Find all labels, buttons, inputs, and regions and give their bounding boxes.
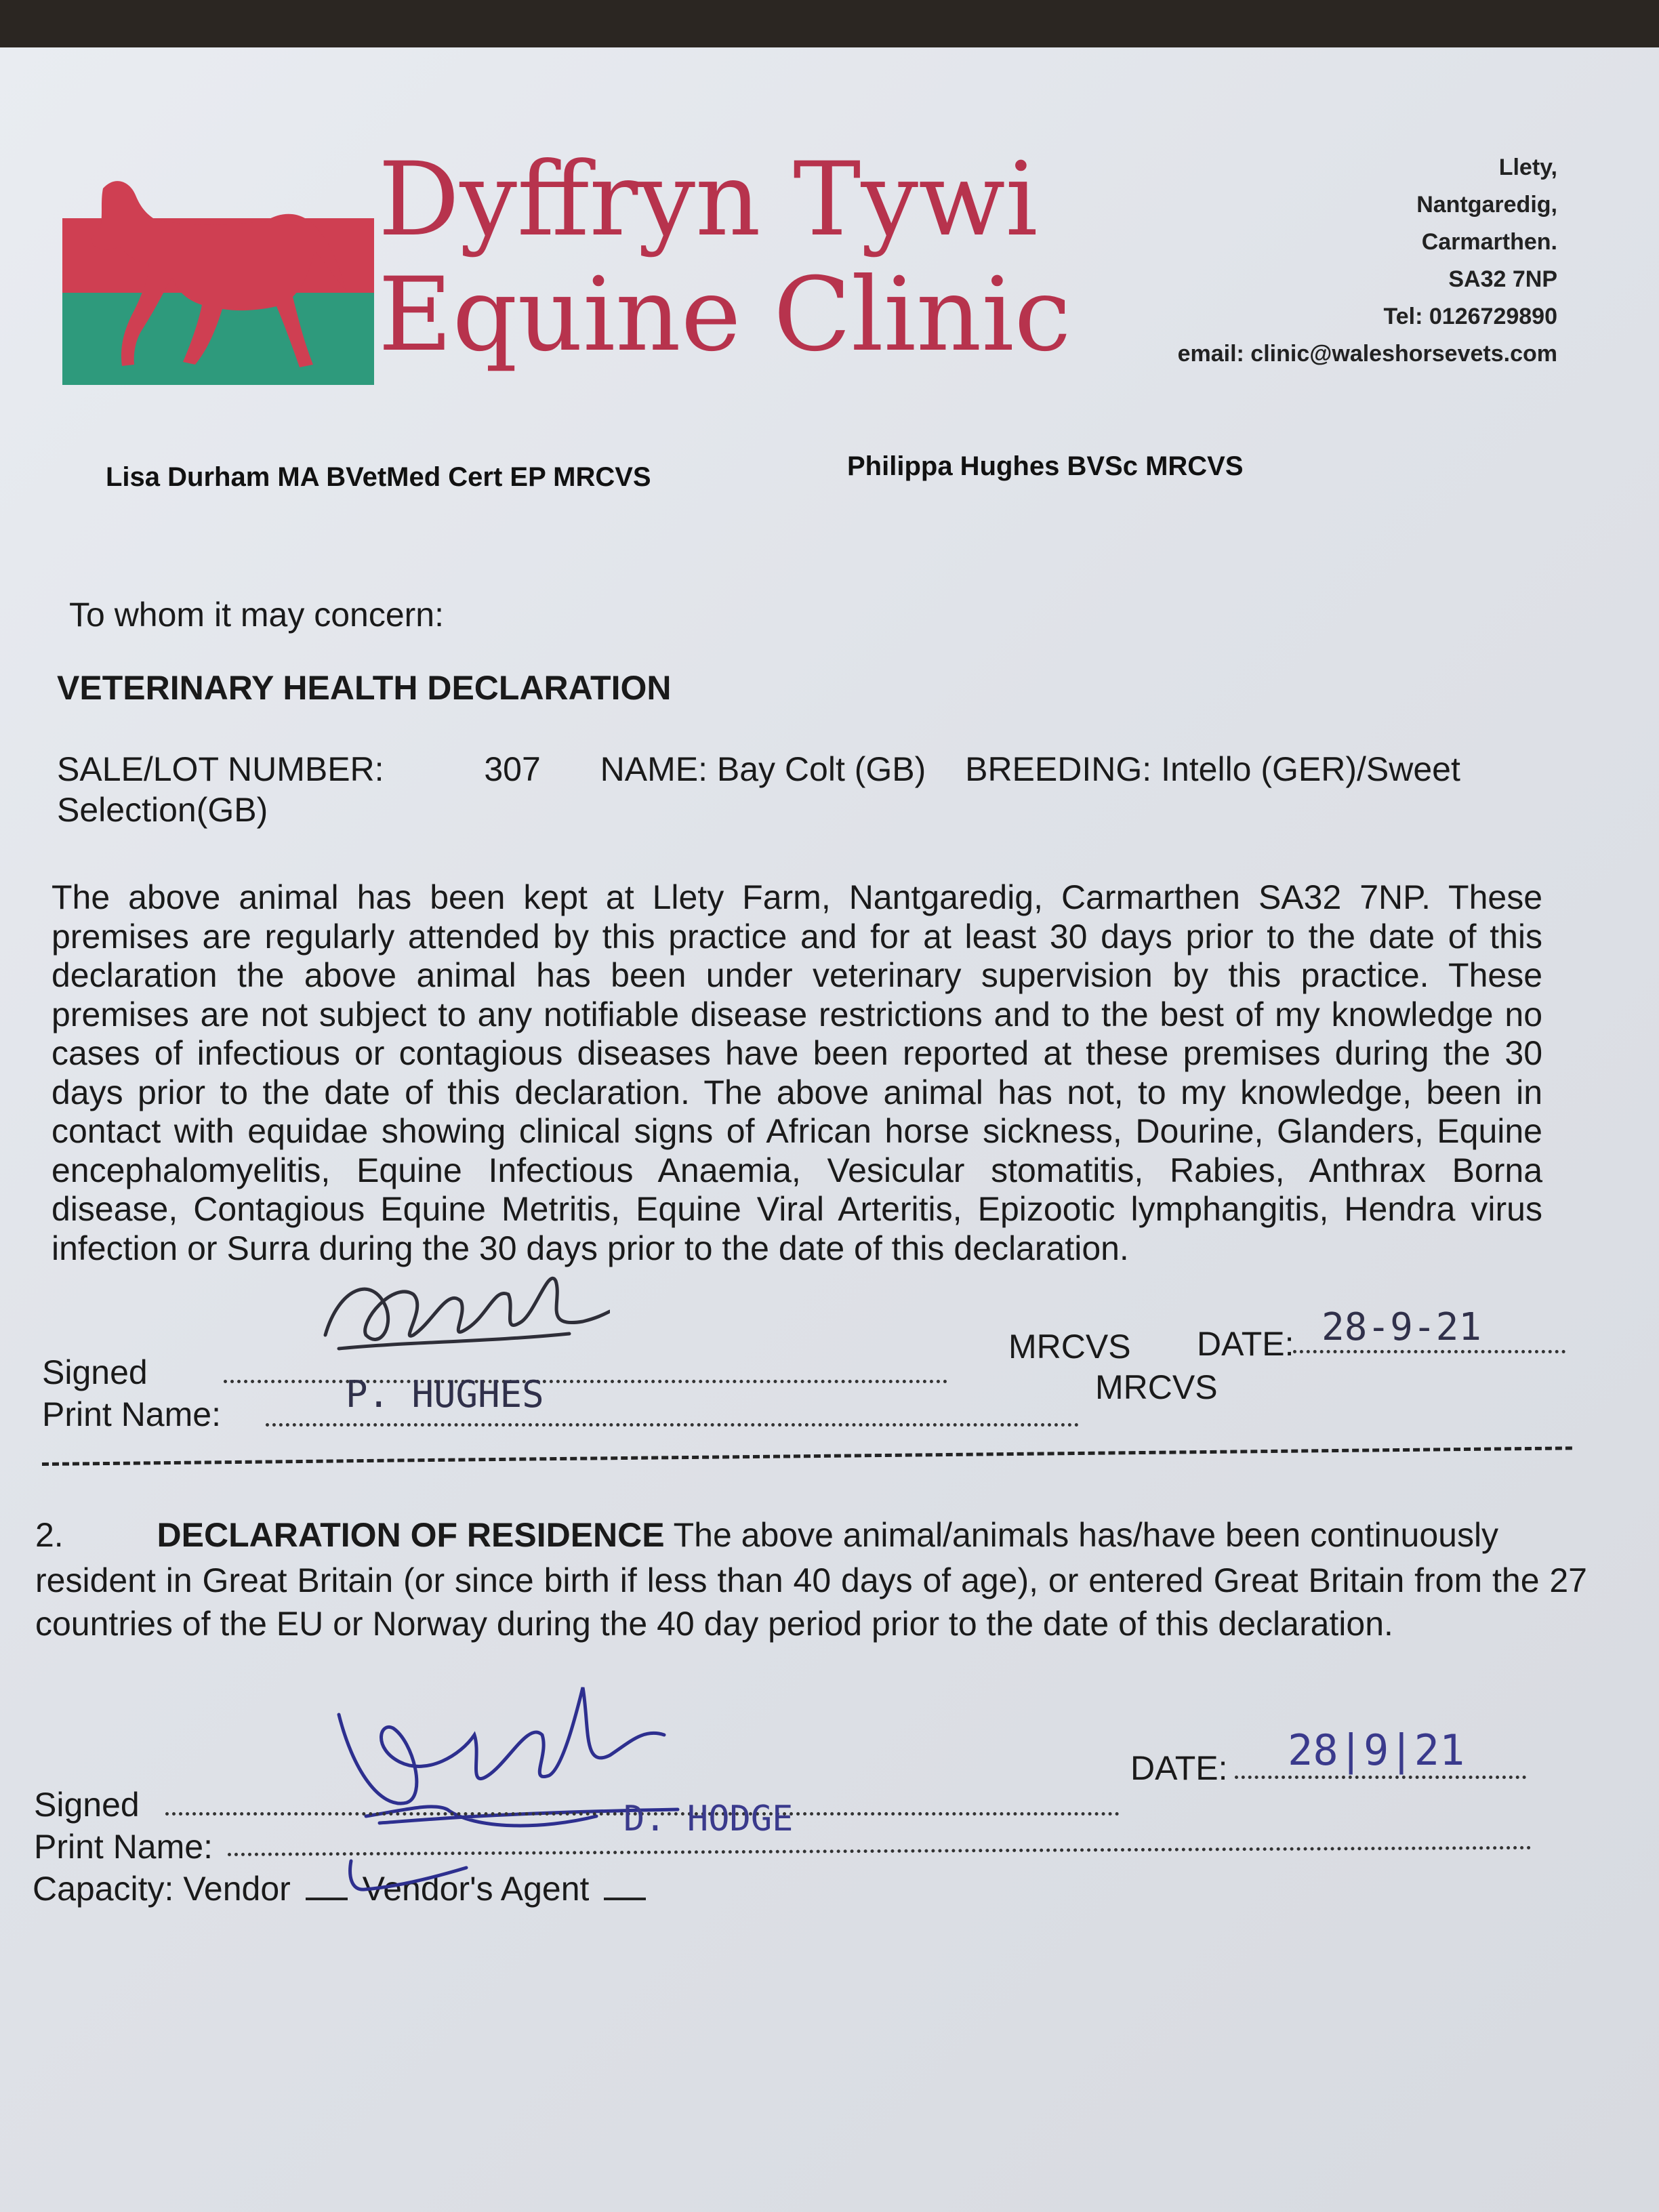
- print-name-line-1: [266, 1423, 1079, 1427]
- print-name-value-2: D. HODGE: [623, 1799, 794, 1839]
- address-line-3: Carmarthen.: [1421, 229, 1557, 255]
- horse-logo: [62, 161, 374, 385]
- declaration-paragraph: The above animal has been kept at Llety Farm, Nantgaredig, Carmarthen SA32 7NP. These premises are regularly attended by this practice and for at least 30 days prior to the date of this declaration the above animal has been under veterinary supervision by this practice. These premises are not subject to any notifiable disease restrictions and to the best of my knowledge no cases of infectious or contagious diseases have been reported at these premises during the 30 days prior to the date of this declaration. The above animal has not, to my knowledge, been in contact with equidae showing clinical signs of African horse sickness, Dourine, Glanders, Equine encephalomyelitis, Equine Infectious Anaemia, Vesicular stomatitis, Rabies, Anthrax Borna disease, Contagious Equine Metritis, Equine Viral Arteritis, Epizootic lymphangitis, Hendra virus infection or Surra during the 30 days prior to the date of this declaration.: [52, 878, 1542, 1267]
- clinic-name-line2: Equine Clinic: [378, 256, 1071, 374]
- section-divider: [42, 1446, 1572, 1466]
- document-page: [0, 47, 1659, 2212]
- vet-name-2: Philippa Hughes BVSc MRCVS: [847, 451, 1244, 481]
- date-value-2: 28|9|21: [1288, 1725, 1465, 1775]
- signed-label-1: Signed: [42, 1353, 148, 1391]
- residence-text: resident in Great Britain (or since birth if less than 40 days of age), or entered Great Britain from the 27 countries of the EU or Norway during the 40 day period prior to the date of this declaration.: [35, 1561, 1587, 1643]
- sale-lot-value: 307: [484, 750, 541, 788]
- clinic-phone: Tel: 0126729890: [1383, 304, 1557, 329]
- clinic-name-line1: Dyffryn Tywi: [378, 141, 1038, 259]
- breeding-value-continued: Selection(GB): [57, 791, 268, 829]
- salutation: To whom it may concern:: [69, 596, 444, 634]
- mrcvs-label-2: MRCVS: [1095, 1368, 1218, 1406]
- residence-heading: DECLARATION OF RESIDENCE: [157, 1516, 665, 1554]
- sale-lot-label: SALE/LOT NUMBER:: [57, 750, 384, 788]
- vendor-agent-label: Vendor's Agent: [362, 1870, 590, 1908]
- print-name-label-1: Print Name:: [42, 1395, 221, 1433]
- agent-checkbox-line[interactable]: [604, 1898, 646, 1900]
- date-label-2: DATE:: [1130, 1749, 1228, 1787]
- residence-first-line: [35, 1515, 1587, 1555]
- date-line-1: [1293, 1350, 1565, 1353]
- capacity-row: [33, 1869, 646, 1908]
- residence-number: 2.: [35, 1516, 64, 1554]
- address-postcode: SA32 7NP: [1448, 266, 1557, 292]
- residence-text-line1: The above animal/animals has/have been continuously: [673, 1516, 1499, 1554]
- signature-line-1: [224, 1380, 947, 1383]
- date-line-2: [1235, 1776, 1526, 1779]
- mrcvs-label-1: MRCVS: [1008, 1328, 1131, 1366]
- address-line-2: Nantgaredig,: [1416, 192, 1557, 218]
- vendor-tick-mark: [344, 1856, 473, 1903]
- date-value-1: 28-9-21: [1322, 1305, 1482, 1349]
- print-name-label-2: Print Name:: [34, 1828, 213, 1866]
- breeding-label: BREEDING:: [965, 750, 1152, 788]
- declaration-heading: VETERINARY HEALTH DECLARATION: [57, 669, 672, 707]
- breeding-value: Intello (GER)/Sweet: [1161, 750, 1460, 788]
- date-label-1: DATE:: [1197, 1325, 1294, 1363]
- vendor-checkbox-line[interactable]: [306, 1898, 348, 1900]
- horse-name-value: Bay Colt (GB): [716, 750, 926, 788]
- clinic-email: email: clinic@waleshorsevets.com: [1177, 341, 1557, 367]
- clinic-address: [1178, 149, 1557, 373]
- vet-name-1: Lisa Durham MA BVetMed Cert EP MRCVS: [106, 462, 651, 492]
- signed-label-2: Signed: [34, 1786, 140, 1824]
- capacity-vendor-label: Capacity: Vendor: [33, 1870, 291, 1908]
- vet-signature: [312, 1247, 610, 1382]
- horse-name-label: NAME:: [600, 750, 708, 788]
- address-line-1: Llety,: [1498, 155, 1557, 180]
- print-name-value-1: P. HUGHES: [346, 1373, 544, 1416]
- sale-info-row: [57, 750, 1534, 789]
